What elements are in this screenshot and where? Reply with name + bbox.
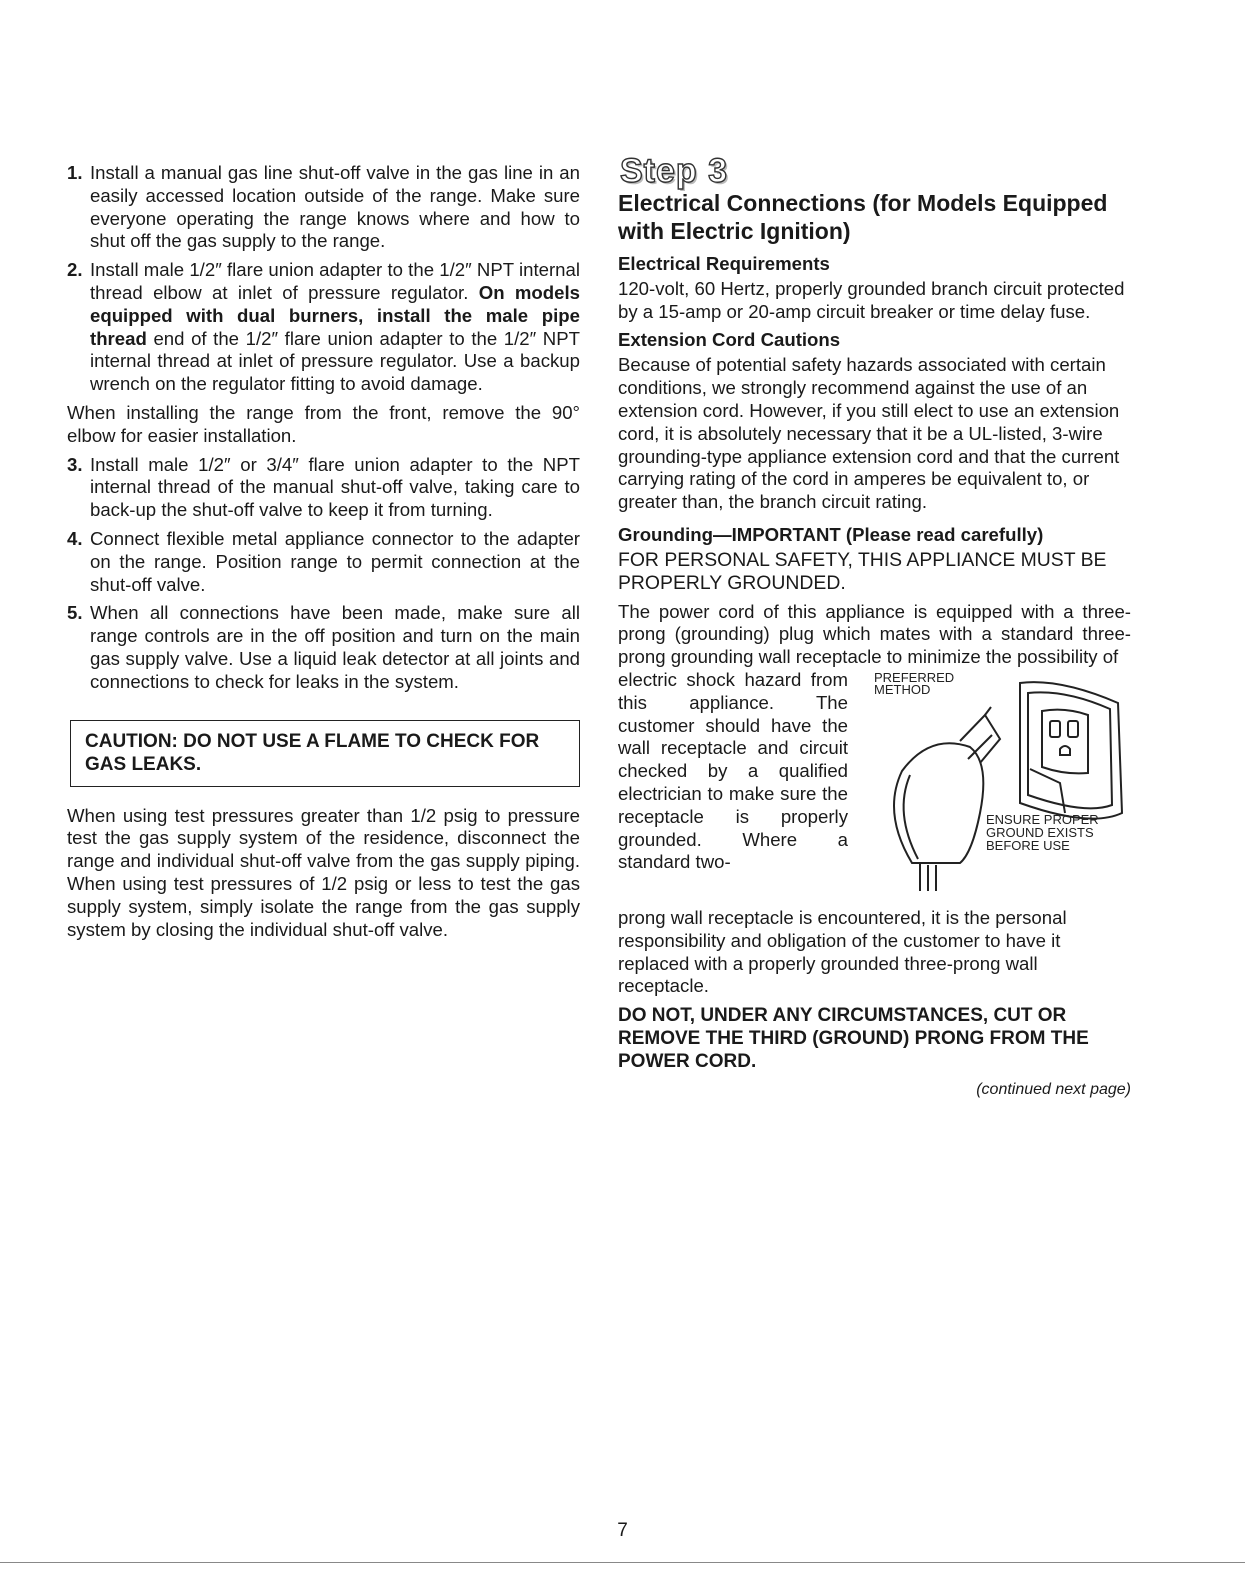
step-text: Install male 1/2″ flare union adapter to the 1/2″ NPT internal thread elbow at inlet of pressure regulator. [90, 259, 580, 303]
ground-prong-warning: DO NOT, UNDER ANY CIRCUMSTANCES, CUT OR REMOVE THE THIRD (GROUND) PRONG FROM THE POWER CORD. [618, 1005, 1089, 1073]
method-label: METHOD [874, 681, 931, 697]
step-number: 2. [67, 259, 83, 281]
ground-exists-label: GROUND EXISTS [986, 824, 1094, 840]
plug-and-receptacle-icon [860, 663, 1135, 903]
step-number: 5. [67, 602, 83, 624]
extension-cord-text: Because of potential safety hazards associated with certain conditions, we strongly recommend against the use of an extension cord. However, if you still elect to use an extension cord, it is absolutely necessary that it be a UL-listed, 3-wire grounding-type appliance extension cord and that the current carrying rating of the cord in amperes be equivalent to, or greater than, the branch circuit rating. [618, 354, 1120, 513]
step-title: Step 3 [620, 152, 729, 190]
grounded-plug-illustration [860, 663, 1135, 903]
bottom-rule [0, 1562, 1245, 1563]
electrical-requirements-heading: Electrical Requirements [618, 252, 830, 274]
step-number: 1. [67, 162, 83, 183]
list-item [67, 528, 580, 596]
step-number: 3. [67, 453, 83, 475]
front-install-note: When installing the range from the front, remove the 90° elbow for easier installation. [67, 401, 580, 446]
page-number: 7 [617, 1520, 628, 1541]
step-bold-text: On models equipped with dual burners, install the male pipe thread [90, 281, 580, 349]
install-steps-list [67, 162, 580, 396]
right-column [618, 152, 1131, 1102]
list-item [67, 454, 580, 522]
install-steps-list-continued [67, 454, 580, 694]
grounding-figure-section [618, 669, 1131, 917]
list-item [67, 259, 580, 396]
power-cord-text: The power cord of this appliance is equipped with a three-prong (grounding) plug which mates with a standard three-prong grounding wall receptacle to minimize the possibility of [618, 600, 1131, 668]
step-number: 4. [67, 527, 83, 549]
ensure-proper-label: ENSURE PROPER [986, 811, 1099, 827]
step-text: Install a manual gas line shut-off valve in the gas line in an easily accessed location outside of the range. Make sure everyone operating the range knows where and how to shut off the gas supply to the range. [90, 162, 580, 252]
list-item [67, 162, 580, 253]
caution-box: CAUTION: DO NOT USE A FLAME TO CHECK FOR GAS LEAKS. [70, 720, 580, 787]
step-text: Connect flexible metal appliance connector to the adapter on the range. Position range to permit connection at the shut-off valve. [90, 527, 580, 595]
pressure-test-text: When using test pressures greater than 1/2 psig to pressure test the gas supply system of the residence, disconnect the range and individual shut-off valve from the gas supply piping. When using test pressures of 1/2 psig or less to test the gas supply system, simply isolate the range from the gas supply system by closing the individual shut-off valve. [67, 804, 580, 940]
grounding-caps-text: FOR PERSONAL SAFETY, THIS APPLIANCE MUST BE PROPERLY GROUNDED. [618, 548, 1107, 594]
receptacle-responsibility-text: prong wall receptacle is encountered, it is the personal responsibility and obligation of the customer to have it replaced with a properly grounded three-prong wall receptacle. [618, 906, 1067, 997]
step-text: When all connections have been made, make sure all range controls are in the off position and turn on the main gas supply valve. Use a liquid leak detector at all joints and connections to check for leaks in the system. [90, 602, 580, 692]
continued-note: (continued next page) [976, 1081, 1131, 1099]
electrical-requirements-text: 120-volt, 60 Hertz, properly grounded branch circuit protected by a 15-amp or 20-amp circuit breaker or time delay fuse. [618, 277, 1125, 322]
grounding-heading: Grounding—IMPORTANT (Please read carefully) [618, 523, 1044, 545]
wrapped-text: electric shock hazard from this appliance. The customer should have the wall receptacle and circuit checked by a qualified electrician to make sure the receptacle is properly grounded. Where a standard two- [618, 668, 848, 873]
step-text: end of the 1/2″ flare union adapter to the 1/2″ NPT internal thread at inlet of pressure regulator. Use a backup wrench on the regulator fitting to avoid damage. [90, 327, 580, 395]
before-use-label: BEFORE USE [986, 837, 1070, 853]
left-column [67, 162, 580, 947]
step-text: Install male 1/2″ or 3/4″ flare union adapter to the NPT internal thread of the manual shut-off valve, taking care to back-up the shut-off valve to keep it from turning. [90, 453, 580, 521]
extension-cord-heading: Extension Cord Cautions [618, 329, 841, 351]
preferred-label: PREFERRED [874, 669, 955, 685]
list-item [67, 602, 580, 693]
section-title: Electrical Connections (for Models Equipped with Electric Ignition) [618, 189, 1108, 244]
